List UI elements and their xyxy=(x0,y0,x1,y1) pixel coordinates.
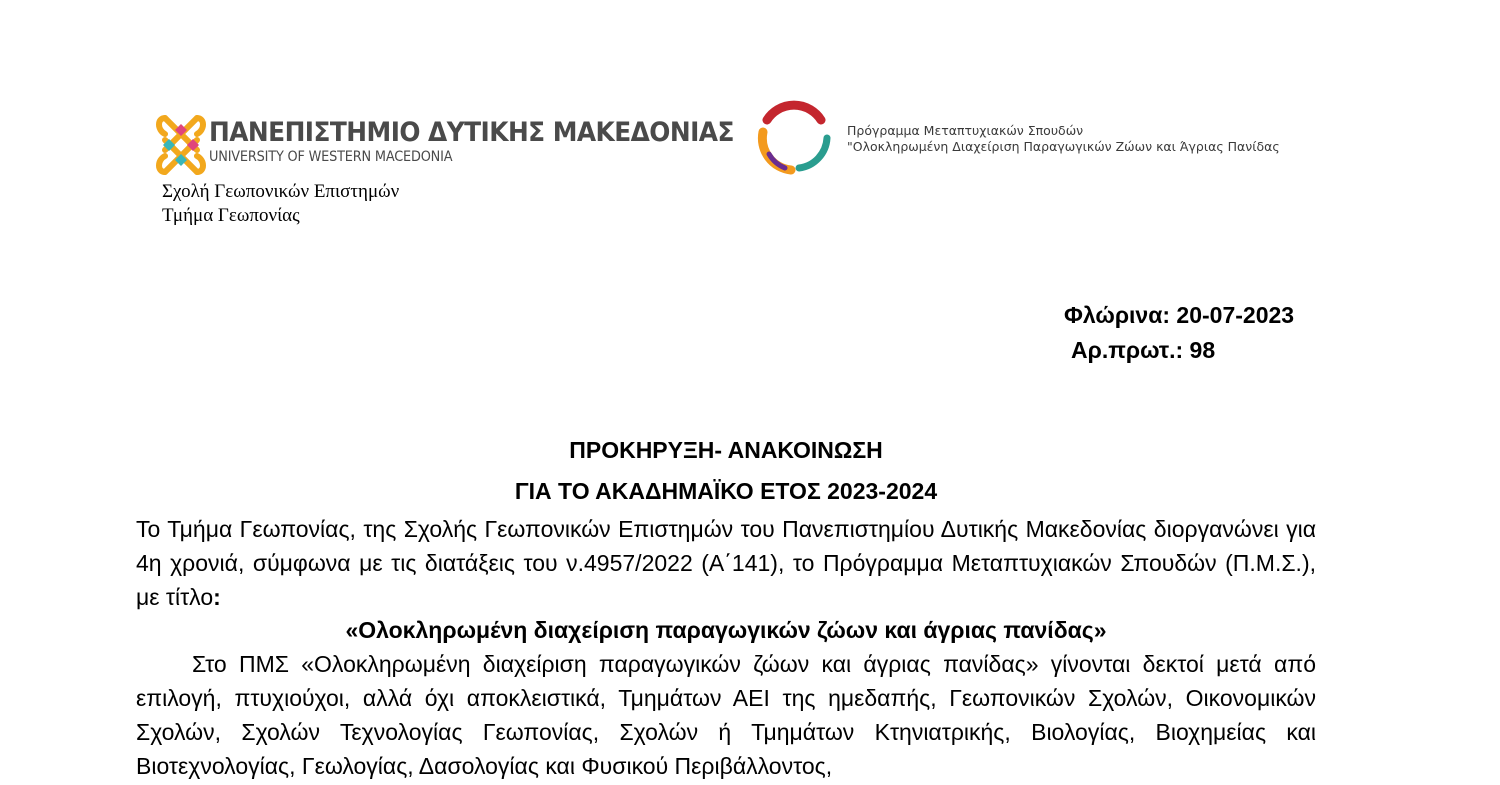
intro-paragraph-colon: : xyxy=(213,584,221,610)
date-protocol-block xyxy=(1064,298,1294,368)
intro-paragraph-text: Το Τμήμα Γεωπονίας, της Σχολής Γεωπονικών Επιστημών του Πανεπιστημίου Δυτικής Μακεδονίας διοργανώνει για 4η χρονιά, σύμφωνα με τις διατάξεις του ν.4957/2022 (Α΄141), το Πρόγραμμα Μεταπτυχιακών Σπουδών (Π.Μ.Σ.), με τίτλο xyxy=(136,516,1316,610)
document-body xyxy=(136,430,1316,783)
university-logo xyxy=(155,108,780,182)
document-title: ΠΡΟΚΗΡΥΞΗ- ΑΝΑΚΟΙΝΩΣΗ xyxy=(569,437,883,463)
department-name: Τμήμα Γεωπονίας xyxy=(162,205,300,226)
program-ring-emblem-icon xyxy=(755,98,833,176)
eligibility-paragraph: Στο ΠΜΣ «Ολοκληρωμένη διαχείριση παραγωγικών ζώων και άγριας πανίδας» γίνονται δεκτοί μετά από επιλογή, πτυχιούχοι, αλλά όχι αποκλειστικά, Τμημάτων ΑΕΙ της ημεδαπής, Γεωπονικών Σχολών, Οικονομικών Σχολών, Σχολών Τεχνολογίας Γεωπονίας, Σχολών ή Τμημάτων Κτηνιατρικής, Βιολογίας, Βιοχημείας και Βιοτεχνολογίας, Γεωλογίας, Δασολογίας και Φυσικού Περιβάλλοντος, xyxy=(136,651,1316,779)
university-name-greek: ΠΑΝΕΠΙΣΤΗΜΙΟ ΔΥΤΙΚΗΣ ΜΑΚΕΔΟΝΙΑΣ xyxy=(209,117,734,148)
program-label-line1: Πρόγραμμα Μεταπτυχιακών Σπουδών xyxy=(847,123,1084,138)
school-name: Σχολή Γεωπονικών Επιστημών xyxy=(162,181,400,202)
program-title: «Ολοκληρωμένη διαχείριση παραγωγικών ζώων και άγριας πανίδας» xyxy=(345,617,1107,643)
university-name-english: UNIVERSITY OF WESTERN MACEDONIA xyxy=(209,149,453,165)
program-logo xyxy=(755,98,1280,176)
protocol-number: Αρ.πρωτ.: 98 xyxy=(1071,337,1216,363)
program-label-line2: "Ολοκληρωμένη Διαχείριση Παραγωγικών Ζώων και Άγριας Πανίδας xyxy=(847,139,1280,154)
document-subtitle: ΓΙΑ ΤΟ ΑΚΑΔΗΜΑΪΚΟ ΕΤΟΣ 2023-2024 xyxy=(514,478,938,504)
intro-paragraph xyxy=(136,512,1316,614)
document-date: Φλώρινα: 20-07-2023 xyxy=(1064,302,1295,328)
school-department-block xyxy=(162,180,399,228)
university-knot-emblem-icon xyxy=(155,108,207,182)
